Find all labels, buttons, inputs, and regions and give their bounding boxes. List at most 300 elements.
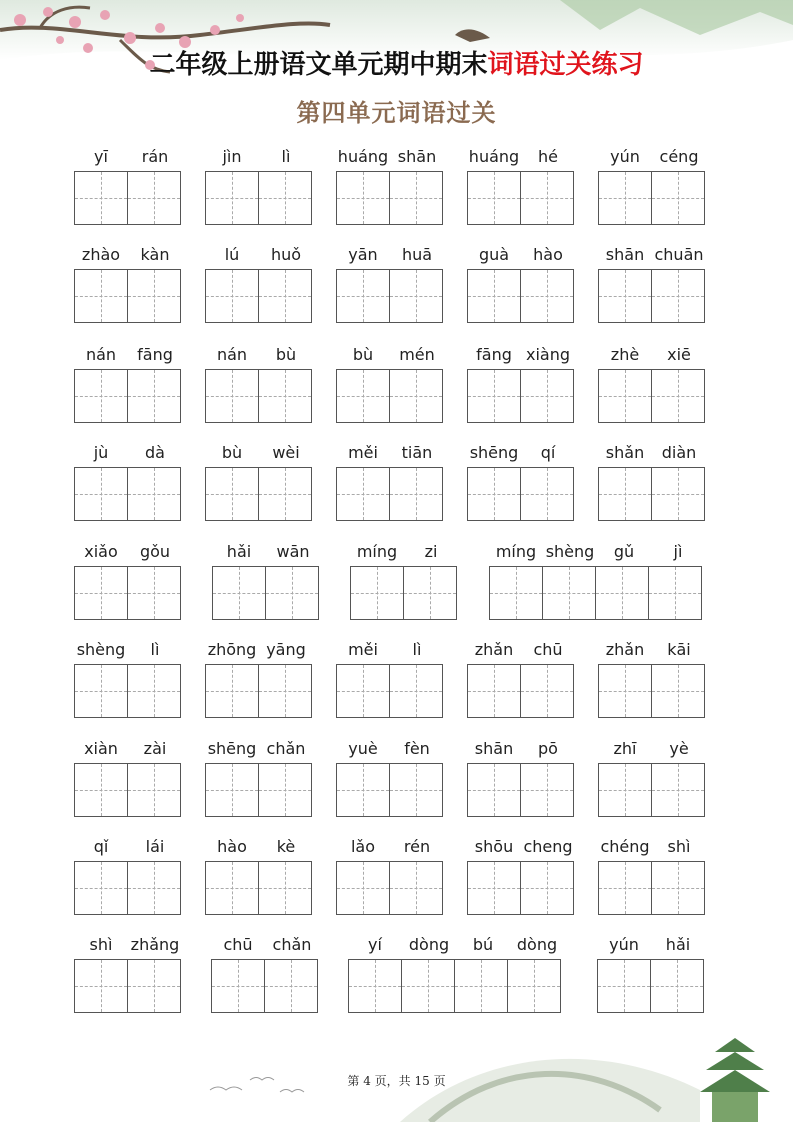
word-item xyxy=(336,737,444,817)
pinyin-row xyxy=(74,441,182,465)
pinyin-syllable: shōu xyxy=(474,837,514,856)
tianzige-boxes xyxy=(348,959,560,1013)
word-item xyxy=(74,835,182,915)
pinyin-syllable: lú xyxy=(224,245,240,264)
tianzige-boxes xyxy=(74,369,180,423)
word-item xyxy=(205,835,313,915)
pinyin-row xyxy=(598,145,706,169)
pinyin-syllable: shǎn xyxy=(605,443,645,462)
pinyin-row xyxy=(205,441,313,465)
tianzige-writing-box[interactable] xyxy=(651,171,705,225)
pinyin-syllable: fāng xyxy=(137,345,173,364)
pinyin-row xyxy=(205,835,313,859)
pinyin-syllable: zhè xyxy=(610,345,640,364)
word-item xyxy=(205,441,313,521)
tianzige-writing-box[interactable] xyxy=(467,171,521,225)
pinyin-row xyxy=(205,343,313,367)
pinyin-syllable: rán xyxy=(141,147,169,166)
tianzige-boxes xyxy=(74,763,180,817)
word-item xyxy=(74,638,182,718)
tianzige-writing-box[interactable] xyxy=(258,171,312,225)
tianzige-writing-box[interactable] xyxy=(205,269,259,323)
pinyin-syllable: xiàn xyxy=(84,739,118,758)
tianzige-boxes xyxy=(336,664,442,718)
tianzige-writing-box[interactable] xyxy=(389,369,443,423)
word-item xyxy=(211,933,319,1013)
tianzige-boxes xyxy=(74,959,180,1013)
pinyin-row xyxy=(467,835,575,859)
pinyin-row xyxy=(598,638,706,662)
word-item xyxy=(348,933,564,1013)
word-item xyxy=(598,343,706,423)
tianzige-writing-box[interactable] xyxy=(74,763,128,817)
pinyin-syllable: gǔ xyxy=(613,542,635,561)
word-item xyxy=(74,343,182,423)
pinyin-row xyxy=(74,343,182,367)
tianzige-boxes xyxy=(467,763,573,817)
pinyin-row xyxy=(74,835,182,859)
pinyin-row xyxy=(205,145,313,169)
tianzige-boxes xyxy=(211,959,317,1013)
tianzige-writing-box[interactable] xyxy=(74,664,128,718)
tianzige-writing-box[interactable] xyxy=(467,664,521,718)
pinyin-syllable: yí xyxy=(368,935,382,954)
title-black-part: 二年级上册语文单元期中期末 xyxy=(149,50,488,80)
tianzige-boxes xyxy=(74,467,180,521)
tianzige-writing-box[interactable] xyxy=(520,467,574,521)
tianzige-writing-box[interactable] xyxy=(127,959,181,1013)
tianzige-writing-box[interactable] xyxy=(467,467,521,521)
pinyin-syllable: zhǎn xyxy=(605,640,645,659)
tianzige-writing-box[interactable] xyxy=(520,763,574,817)
pinyin-syllable: rén xyxy=(403,837,431,856)
tianzige-writing-box[interactable] xyxy=(211,959,265,1013)
pinyin-syllable: lì xyxy=(150,640,160,659)
tianzige-writing-box[interactable] xyxy=(336,369,390,423)
tianzige-writing-box[interactable] xyxy=(74,566,128,620)
pinyin-syllable: yè xyxy=(669,739,689,758)
pinyin-row xyxy=(467,441,575,465)
tianzige-boxes xyxy=(212,566,318,620)
tianzige-boxes xyxy=(467,467,573,521)
pinyin-syllable: lì xyxy=(281,147,291,166)
tianzige-writing-box[interactable] xyxy=(212,566,266,620)
pinyin-row xyxy=(467,243,575,267)
pinyin-syllable: wèi xyxy=(272,443,300,462)
tianzige-boxes xyxy=(74,171,180,225)
tianzige-writing-box[interactable] xyxy=(74,171,128,225)
tianzige-writing-box[interactable] xyxy=(205,763,259,817)
tianzige-boxes xyxy=(336,763,442,817)
pinyin-syllable: gǒu xyxy=(139,542,171,561)
pinyin-row xyxy=(74,145,182,169)
pinyin-row xyxy=(348,933,564,957)
pinyin-syllable: yāng xyxy=(266,640,306,659)
tianzige-writing-box[interactable] xyxy=(336,861,390,915)
word-item xyxy=(336,243,444,323)
word-item xyxy=(212,540,320,620)
tianzige-boxes xyxy=(598,664,704,718)
word-item xyxy=(336,638,444,718)
pinyin-syllable: chǎn xyxy=(272,935,312,954)
pinyin-row xyxy=(598,441,706,465)
pinyin-syllable: zhī xyxy=(613,739,637,758)
pinyin-syllable: lái xyxy=(145,837,165,856)
tianzige-writing-box[interactable] xyxy=(258,467,312,521)
tianzige-boxes xyxy=(467,369,573,423)
pinyin-syllable: nán xyxy=(216,345,248,364)
pinyin-syllable: yún xyxy=(609,935,639,954)
tianzige-writing-box[interactable] xyxy=(598,171,652,225)
pinyin-row xyxy=(74,243,182,267)
pinyin-row xyxy=(74,540,182,564)
pinyin-row xyxy=(74,737,182,761)
tianzige-boxes xyxy=(598,171,704,225)
pinyin-syllable: bù xyxy=(221,443,243,462)
tianzige-writing-box[interactable] xyxy=(127,861,181,915)
word-item xyxy=(467,243,575,323)
tianzige-writing-box[interactable] xyxy=(520,269,574,323)
pinyin-row xyxy=(205,243,313,267)
tianzige-writing-box[interactable] xyxy=(389,269,443,323)
pinyin-row xyxy=(212,540,320,564)
pinyin-syllable: guà xyxy=(478,245,510,264)
pinyin-syllable: shān xyxy=(397,147,437,166)
word-item xyxy=(336,145,444,225)
tianzige-boxes xyxy=(205,369,311,423)
tianzige-writing-box[interactable] xyxy=(389,861,443,915)
tianzige-boxes xyxy=(336,269,442,323)
tianzige-writing-box[interactable] xyxy=(74,959,128,1013)
pinyin-syllable: měi xyxy=(348,640,378,659)
pinyin-syllable: shì xyxy=(89,935,113,954)
tianzige-writing-box[interactable] xyxy=(507,959,561,1013)
tianzige-writing-box[interactable] xyxy=(648,566,702,620)
pinyin-syllable: xiē xyxy=(667,345,691,364)
tianzige-writing-box[interactable] xyxy=(389,467,443,521)
tianzige-writing-box[interactable] xyxy=(258,861,312,915)
tianzige-writing-box[interactable] xyxy=(258,369,312,423)
pinyin-syllable: pō xyxy=(538,739,558,758)
pinyin-syllable: zài xyxy=(143,739,167,758)
pinyin-syllable: wān xyxy=(276,542,310,561)
pinyin-syllable: shēng xyxy=(207,739,257,758)
tianzige-boxes xyxy=(598,467,704,521)
pinyin-row xyxy=(336,737,444,761)
tianzige-writing-box[interactable] xyxy=(74,467,128,521)
pinyin-syllable: chū xyxy=(223,935,253,954)
tianzige-writing-box[interactable] xyxy=(403,566,457,620)
tianzige-writing-box[interactable] xyxy=(205,467,259,521)
pinyin-syllable: kāi xyxy=(667,640,691,659)
page-number: 第 4 页，共 15 页 xyxy=(347,1074,446,1088)
pinyin-row xyxy=(336,145,444,169)
word-item xyxy=(598,145,706,225)
word-item xyxy=(467,343,575,423)
pinyin-row xyxy=(467,343,575,367)
pinyin-syllable: shān xyxy=(605,245,645,264)
pinyin-syllable: jì xyxy=(673,542,683,561)
tianzige-writing-box[interactable] xyxy=(127,269,181,323)
word-item xyxy=(467,638,575,718)
tianzige-boxes xyxy=(205,664,311,718)
pinyin-syllable: míng xyxy=(495,542,537,561)
word-item xyxy=(205,145,313,225)
pinyin-row xyxy=(74,933,182,957)
pinyin-row xyxy=(336,343,444,367)
pinyin-syllable: zi xyxy=(424,542,438,561)
pinyin-row xyxy=(467,145,575,169)
pinyin-syllable: yuè xyxy=(348,739,378,758)
pinyin-row xyxy=(211,933,319,957)
tianzige-writing-box[interactable] xyxy=(127,467,181,521)
tianzige-boxes xyxy=(205,763,311,817)
pinyin-syllable: hào xyxy=(217,837,247,856)
word-item xyxy=(74,243,182,323)
tianzige-boxes xyxy=(336,467,442,521)
pinyin-row xyxy=(467,737,575,761)
pinyin-syllable: lì xyxy=(412,640,422,659)
tianzige-boxes xyxy=(597,959,703,1013)
tianzige-boxes xyxy=(205,861,311,915)
tianzige-boxes xyxy=(205,269,311,323)
tianzige-boxes xyxy=(598,861,704,915)
tianzige-boxes xyxy=(205,171,311,225)
pinyin-syllable: mén xyxy=(399,345,435,364)
tianzige-writing-box[interactable] xyxy=(520,664,574,718)
tianzige-writing-box[interactable] xyxy=(651,861,705,915)
tianzige-writing-box[interactable] xyxy=(336,269,390,323)
tianzige-writing-box[interactable] xyxy=(205,369,259,423)
word-item xyxy=(467,737,575,817)
pinyin-syllable: chū xyxy=(533,640,563,659)
pinyin-syllable: chǎn xyxy=(266,739,306,758)
tianzige-writing-box[interactable] xyxy=(205,171,259,225)
tianzige-writing-box[interactable] xyxy=(467,861,521,915)
tianzige-writing-box[interactable] xyxy=(467,369,521,423)
tianzige-writing-box[interactable] xyxy=(336,467,390,521)
pinyin-syllable: bù xyxy=(275,345,297,364)
tianzige-writing-box[interactable] xyxy=(651,467,705,521)
pinyin-syllable: shān xyxy=(474,739,514,758)
tianzige-writing-box[interactable] xyxy=(598,369,652,423)
word-item xyxy=(205,343,313,423)
tianzige-writing-box[interactable] xyxy=(127,171,181,225)
pinyin-syllable: huā xyxy=(401,245,433,264)
tianzige-writing-box[interactable] xyxy=(258,269,312,323)
pinyin-syllable: dòng xyxy=(516,935,558,954)
tianzige-writing-box[interactable] xyxy=(651,664,705,718)
pinyin-syllable: zhōng xyxy=(207,640,257,659)
tianzige-writing-box[interactable] xyxy=(350,566,404,620)
tianzige-boxes xyxy=(336,861,442,915)
word-item xyxy=(350,540,458,620)
tianzige-writing-box[interactable] xyxy=(74,269,128,323)
word-item xyxy=(467,145,575,225)
pinyin-syllable: qí xyxy=(540,443,556,462)
tianzige-writing-box[interactable] xyxy=(74,861,128,915)
pinyin-row xyxy=(336,243,444,267)
tianzige-writing-box[interactable] xyxy=(489,566,543,620)
pinyin-syllable: hǎi xyxy=(665,935,691,954)
pinyin-row xyxy=(74,638,182,662)
pinyin-syllable: míng xyxy=(356,542,398,561)
tianzige-writing-box[interactable] xyxy=(264,959,318,1013)
pinyin-syllable: shēng xyxy=(469,443,519,462)
pinyin-row xyxy=(598,243,706,267)
tianzige-writing-box[interactable] xyxy=(348,959,402,1013)
tianzige-writing-box[interactable] xyxy=(520,861,574,915)
tianzige-boxes xyxy=(350,566,456,620)
tianzige-boxes xyxy=(467,269,573,323)
word-item xyxy=(598,638,706,718)
tianzige-writing-box[interactable] xyxy=(389,171,443,225)
tianzige-boxes xyxy=(74,269,180,323)
word-item xyxy=(597,933,705,1013)
tianzige-boxes xyxy=(467,171,573,225)
pinyin-syllable: diàn xyxy=(661,443,697,462)
pinyin-syllable: huáng xyxy=(337,147,389,166)
pinyin-syllable: qǐ xyxy=(93,837,109,856)
tianzige-writing-box[interactable] xyxy=(542,566,596,620)
word-item xyxy=(74,933,182,1013)
word-item xyxy=(598,441,706,521)
pinyin-row xyxy=(489,540,705,564)
pinyin-syllable: huáng xyxy=(468,147,520,166)
pinyin-syllable: dòng xyxy=(408,935,450,954)
word-item xyxy=(598,243,706,323)
pinyin-row xyxy=(336,638,444,662)
pinyin-row xyxy=(598,835,706,859)
pinyin-row xyxy=(205,737,313,761)
pinyin-syllable: kè xyxy=(276,837,296,856)
pinyin-syllable: fèn xyxy=(404,739,430,758)
word-item xyxy=(467,441,575,521)
pinyin-syllable: jìn xyxy=(222,147,242,166)
tianzige-writing-box[interactable] xyxy=(598,763,652,817)
tianzige-writing-box[interactable] xyxy=(598,861,652,915)
word-item xyxy=(336,835,444,915)
tianzige-writing-box[interactable] xyxy=(520,171,574,225)
pinyin-syllable: nán xyxy=(85,345,117,364)
pinyin-syllable: fāng xyxy=(476,345,512,364)
pinyin-row xyxy=(598,343,706,367)
pinyin-syllable: hào xyxy=(533,245,563,264)
word-item xyxy=(598,737,706,817)
tianzige-writing-box[interactable] xyxy=(205,664,259,718)
tianzige-writing-box[interactable] xyxy=(127,664,181,718)
tianzige-writing-box[interactable] xyxy=(127,763,181,817)
word-item xyxy=(74,145,182,225)
tianzige-writing-box[interactable] xyxy=(74,369,128,423)
word-item xyxy=(336,441,444,521)
pinyin-row xyxy=(205,638,313,662)
pinyin-syllable: xiàng xyxy=(525,345,570,364)
tianzige-boxes xyxy=(74,664,180,718)
pinyin-syllable: zhǎng xyxy=(130,935,180,954)
pinyin-syllable: céng xyxy=(659,147,699,166)
tianzige-writing-box[interactable] xyxy=(258,664,312,718)
pinyin-syllable: bú xyxy=(472,935,494,954)
tianzige-writing-box[interactable] xyxy=(651,763,705,817)
tianzige-writing-box[interactable] xyxy=(520,369,574,423)
tianzige-writing-box[interactable] xyxy=(205,861,259,915)
tianzige-boxes xyxy=(598,763,704,817)
tianzige-writing-box[interactable] xyxy=(650,959,704,1013)
tianzige-writing-box[interactable] xyxy=(336,664,390,718)
pinyin-syllable: shèng xyxy=(545,542,595,561)
tianzige-writing-box[interactable] xyxy=(598,467,652,521)
tianzige-writing-box[interactable] xyxy=(336,763,390,817)
tianzige-writing-box[interactable] xyxy=(651,369,705,423)
tianzige-writing-box[interactable] xyxy=(389,664,443,718)
tianzige-writing-box[interactable] xyxy=(265,566,319,620)
pinyin-syllable: yān xyxy=(348,245,378,264)
tianzige-writing-box[interactable] xyxy=(127,369,181,423)
word-item xyxy=(205,243,313,323)
pinyin-syllable: kàn xyxy=(140,245,170,264)
tianzige-writing-box[interactable] xyxy=(598,664,652,718)
tianzige-writing-box[interactable] xyxy=(595,566,649,620)
unit-subtitle: 第四单元词语过关 xyxy=(296,98,497,127)
word-item xyxy=(467,835,575,915)
tianzige-writing-box[interactable] xyxy=(127,566,181,620)
pinyin-syllable: yún xyxy=(610,147,640,166)
pinyin-syllable: cheng xyxy=(523,837,573,856)
tianzige-boxes xyxy=(336,171,442,225)
pinyin-syllable: shì xyxy=(667,837,691,856)
word-item xyxy=(489,540,705,620)
pinyin-syllable: lǎo xyxy=(350,837,376,856)
pinyin-syllable: huǒ xyxy=(270,245,302,264)
tianzige-writing-box[interactable] xyxy=(336,171,390,225)
pinyin-syllable: hǎi xyxy=(226,542,252,561)
tianzige-writing-box[interactable] xyxy=(467,269,521,323)
tianzige-writing-box[interactable] xyxy=(651,269,705,323)
pinyin-row xyxy=(336,835,444,859)
pinyin-row xyxy=(467,638,575,662)
pinyin-syllable: hé xyxy=(538,147,558,166)
pinyin-syllable: jù xyxy=(93,443,109,462)
pinyin-syllable: měi xyxy=(348,443,378,462)
tianzige-writing-box[interactable] xyxy=(454,959,508,1013)
tianzige-boxes xyxy=(336,369,442,423)
tianzige-writing-box[interactable] xyxy=(598,269,652,323)
pinyin-syllable: yī xyxy=(94,147,108,166)
pinyin-syllable: zhào xyxy=(81,245,121,264)
pinyin-syllable: tiān xyxy=(401,443,433,462)
word-item xyxy=(598,835,706,915)
pinyin-syllable: zhǎn xyxy=(474,640,514,659)
pinyin-row xyxy=(350,540,458,564)
pinyin-row xyxy=(597,933,705,957)
tianzige-writing-box[interactable] xyxy=(467,763,521,817)
word-item xyxy=(205,737,313,817)
word-item xyxy=(205,638,313,718)
tianzige-writing-box[interactable] xyxy=(597,959,651,1013)
tianzige-boxes xyxy=(489,566,701,620)
tianzige-boxes xyxy=(598,369,704,423)
pinyin-syllable: bù xyxy=(352,345,374,364)
tianzige-writing-box[interactable] xyxy=(258,763,312,817)
tianzige-writing-box[interactable] xyxy=(389,763,443,817)
tianzige-boxes xyxy=(74,566,180,620)
pinyin-syllable: xiǎo xyxy=(84,542,118,561)
pinyin-syllable: chuān xyxy=(654,245,704,264)
tianzige-boxes xyxy=(467,664,573,718)
tianzige-writing-box[interactable] xyxy=(401,959,455,1013)
word-item xyxy=(74,540,182,620)
